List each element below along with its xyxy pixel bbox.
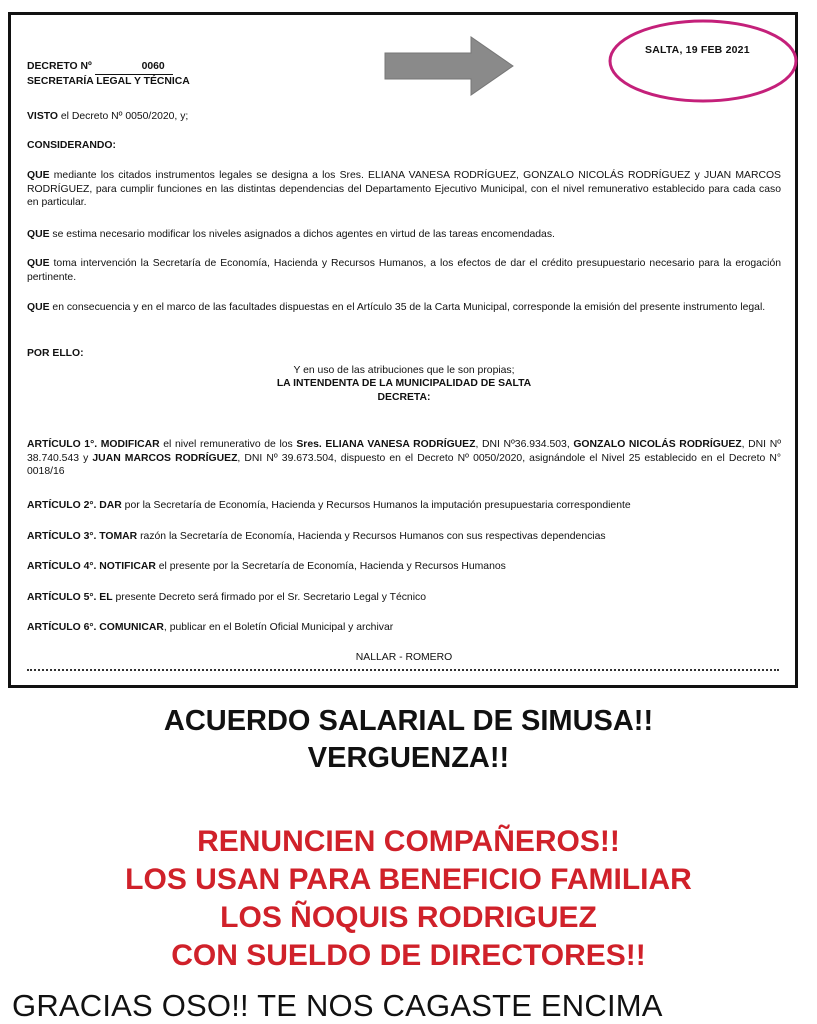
articulo-3: ARTÍCULO 3°. TOMAR razón la Secretaría de Economía, Hacienda y Recursos Humanos con sus respectivas dependencias <box>27 531 606 542</box>
decreta-heading: DECRETA: <box>377 392 431 403</box>
por-ello-heading: POR ELLO: <box>27 348 84 359</box>
articulo-6: ARTÍCULO 6°. COMUNICAR, publicar en el Boletín Oficial Municipal y archivar <box>27 622 394 633</box>
articulo-2: ARTÍCULO 2°. DAR por la Secretaría de Economía, Hacienda y Recursos Humanos la imputación presupuestaria correspondiente <box>27 500 631 511</box>
paragraph-1: QUE mediante los citados instrumentos legales se designa a los Sres. ELIANA VANESA RODRÍGUEZ, GONZALO NICOLÁS RODRÍGUEZ y JUAN MARCOS RODRÍGUEZ, para cumplir funciones en las distintas dependencias del Departamento Ejecutivo Municipal, con el nivel remunerativo establecido para cada caso en particular. <box>27 170 781 209</box>
red-caption-line-2: LOS USAN PARA BENEFICIO FAMILIAR <box>125 863 692 896</box>
articulo-1: ARTÍCULO 1°. MODIFICAR el nivel remunerativo de los Sres. ELIANA VANESA RODRÍGUEZ, DNI Nº36.934.503, GONZALO NICOLÁS RODRÍGUEZ, DNI Nº 38.740.543 y JUAN MARCOS RODRÍGUEZ, DNI Nº 39.673.504, dispuesto en el Decreto Nº 0050/2020, asignándole el Nivel 25 establecido en el Decreto N° 0018/16 <box>27 439 781 478</box>
secretariat: SECRETARÍA LEGAL Y TÉCNICA <box>27 76 190 87</box>
red-caption-line-4: CON SUELDO DE DIRECTORES!! <box>171 939 646 972</box>
decree-document <box>8 12 798 688</box>
red-caption-line-3: LOS ÑOQUIS RODRIGUEZ <box>220 901 597 934</box>
paragraph-2: QUE se estima necesario modificar los niveles asignados a dichos agentes en virtud de las tareas encomendadas. <box>27 229 555 240</box>
red-caption-line-1: RENUNCIEN COMPAÑEROS!! <box>197 825 620 858</box>
footer-text: GRACIAS OSO!! TE NOS CAGASTE ENCIMA <box>12 988 663 1023</box>
intendenta-heading: LA INTENDENTA DE LA MUNICIPALIDAD DE SALTA <box>276 378 532 389</box>
decree-number: DECRETO Nº 0060 <box>27 60 781 75</box>
caption-line-2: VERGUENZA!! <box>307 742 510 774</box>
signatures: NALLAR - ROMERO <box>355 652 453 663</box>
caption-line-1: ACUERDO SALARIAL DE SIMUSA!! <box>163 705 654 737</box>
considerando-heading: CONSIDERANDO: <box>27 140 116 151</box>
visto-line: VISTO el Decreto Nº 0050/2020, y; <box>27 111 189 122</box>
decree-date: SALTA, 19 FEB 2021 <box>645 44 750 56</box>
paragraph-4: QUE en consecuencia y en el marco de las facultades dispuestas en el Artículo 35 de la Carta Municipal, corresponde la emisión del presente instrumento legal. <box>27 302 766 313</box>
articulo-4: ARTÍCULO 4°. NOTIFICAR el presente por la Secretaría de Economía, Hacienda y Recursos Humanos <box>27 561 506 572</box>
paragraph-3: QUE toma intervención la Secretaría de Economía, Hacienda y Recursos Humanos, a los efectos de dar el crédito presupuestario necesario para la erogación pertinente. <box>27 258 781 283</box>
atribuciones-line: Y en uso de las atribuciones que le son propias; <box>293 365 515 376</box>
articulo-5: ARTÍCULO 5°. EL presente Decreto será firmado por el Sr. Secretario Legal y Técnico <box>27 592 426 603</box>
dotted-divider <box>27 669 779 671</box>
